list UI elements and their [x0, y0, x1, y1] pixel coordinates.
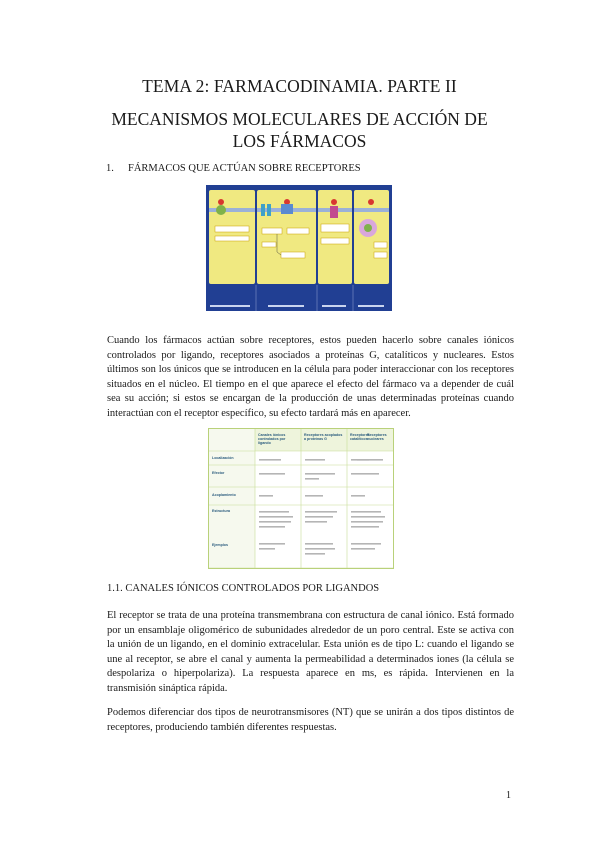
table-row-header-3: Acoplamiento: [212, 493, 236, 497]
page-number: 1: [506, 790, 511, 801]
section-number: 1.: [106, 163, 114, 174]
figure-panel-ion-channel: [209, 190, 255, 284]
table-col-header-4: Receptores nucleares: [367, 433, 387, 442]
ion-channel-drawing: [209, 190, 255, 284]
figure-panel-nuclear: [354, 190, 389, 284]
document-title: TEMA 2: FARMACODINAMIA. PARTE II: [142, 76, 457, 96]
figure-panel-catalytic: [318, 190, 352, 284]
table-grid: [209, 429, 393, 568]
g-protein-drawing: [257, 190, 316, 284]
table-col-header-1: Canales iónicos controlados por ligando: [258, 433, 286, 446]
figure-panel-g-protein: [257, 190, 316, 284]
table-row-header-4: Estructura: [212, 509, 230, 513]
table-col-header-2: Receptores acoplados a proteínas G: [304, 433, 343, 442]
document-subtitle: [0, 108, 599, 152]
paragraph-neurotransmitters: Podemos diferenciar dos tipos de neurotransmisores (NT) que se unirán a dos tipos distintos de receptores, produciendo también diferentes respuestas.: [107, 707, 514, 733]
subsection-heading: 1.1. CANALES IÓNICOS CONTROLADOS POR LIGANDOS: [107, 583, 380, 594]
paragraph-ion-channels: El receptor se trata de una proteína transmembrana con estructura de canal iónico. Está formado por un ensamblaje oligomérico de subunidades alrededor de un poro central. Este se activa con la unión de un ligando, en el dominio extracelular. Esta unión es de tipo L: cuando el ligando se une al receptor, se abre el canal y aumenta la permeabilidad a determinados iones (la célula se despolariza o hiperpolariza). La respuesta aparece en ms, es rápida. Intervienen en la transmisión sináptica rápida.: [107, 610, 514, 694]
section-title: FÁRMACOS QUE ACTÚAN SOBRE RECEPTORES: [128, 163, 361, 174]
table-row-header-2: Efector: [212, 471, 225, 475]
catalytic-drawing: [318, 190, 352, 284]
figure-footer-drawing: [206, 285, 392, 311]
receptor-comparison-table: [208, 428, 394, 569]
receptor-types-figure: [206, 185, 392, 311]
table-col-header-3: Receptores catalíticos: [350, 433, 370, 442]
subtitle-line-2: LOS FÁRMACOS: [232, 131, 367, 151]
table-row-header-1: Localización: [212, 456, 234, 460]
paragraph-intro: Cuando los fármacos actúan sobre receptores, estos pueden hacerlo sobre canales iónicos controlados por ligando, receptores asociados a proteínas G, catalíticos y nucleares. Estos últimos son los únicos que se introducen en la célula para poder interaccionar con los receptores situados en el núcleo. El tiempo en el que aparece el efecto del fármaco va a depender de cuál sea su acción; si estos se encargan de la producción de unas determinadas proteínas cuando interactúan con el receptor específico, su efecto tardará más en aparecer.: [107, 335, 514, 419]
nuclear-drawing: [354, 190, 389, 284]
section-heading: [106, 163, 361, 174]
table-row-header-5: Ejemplos: [212, 543, 228, 547]
subtitle-line-1: MECANISMOS MOLECULARES DE ACCIÓN DE: [111, 109, 488, 129]
